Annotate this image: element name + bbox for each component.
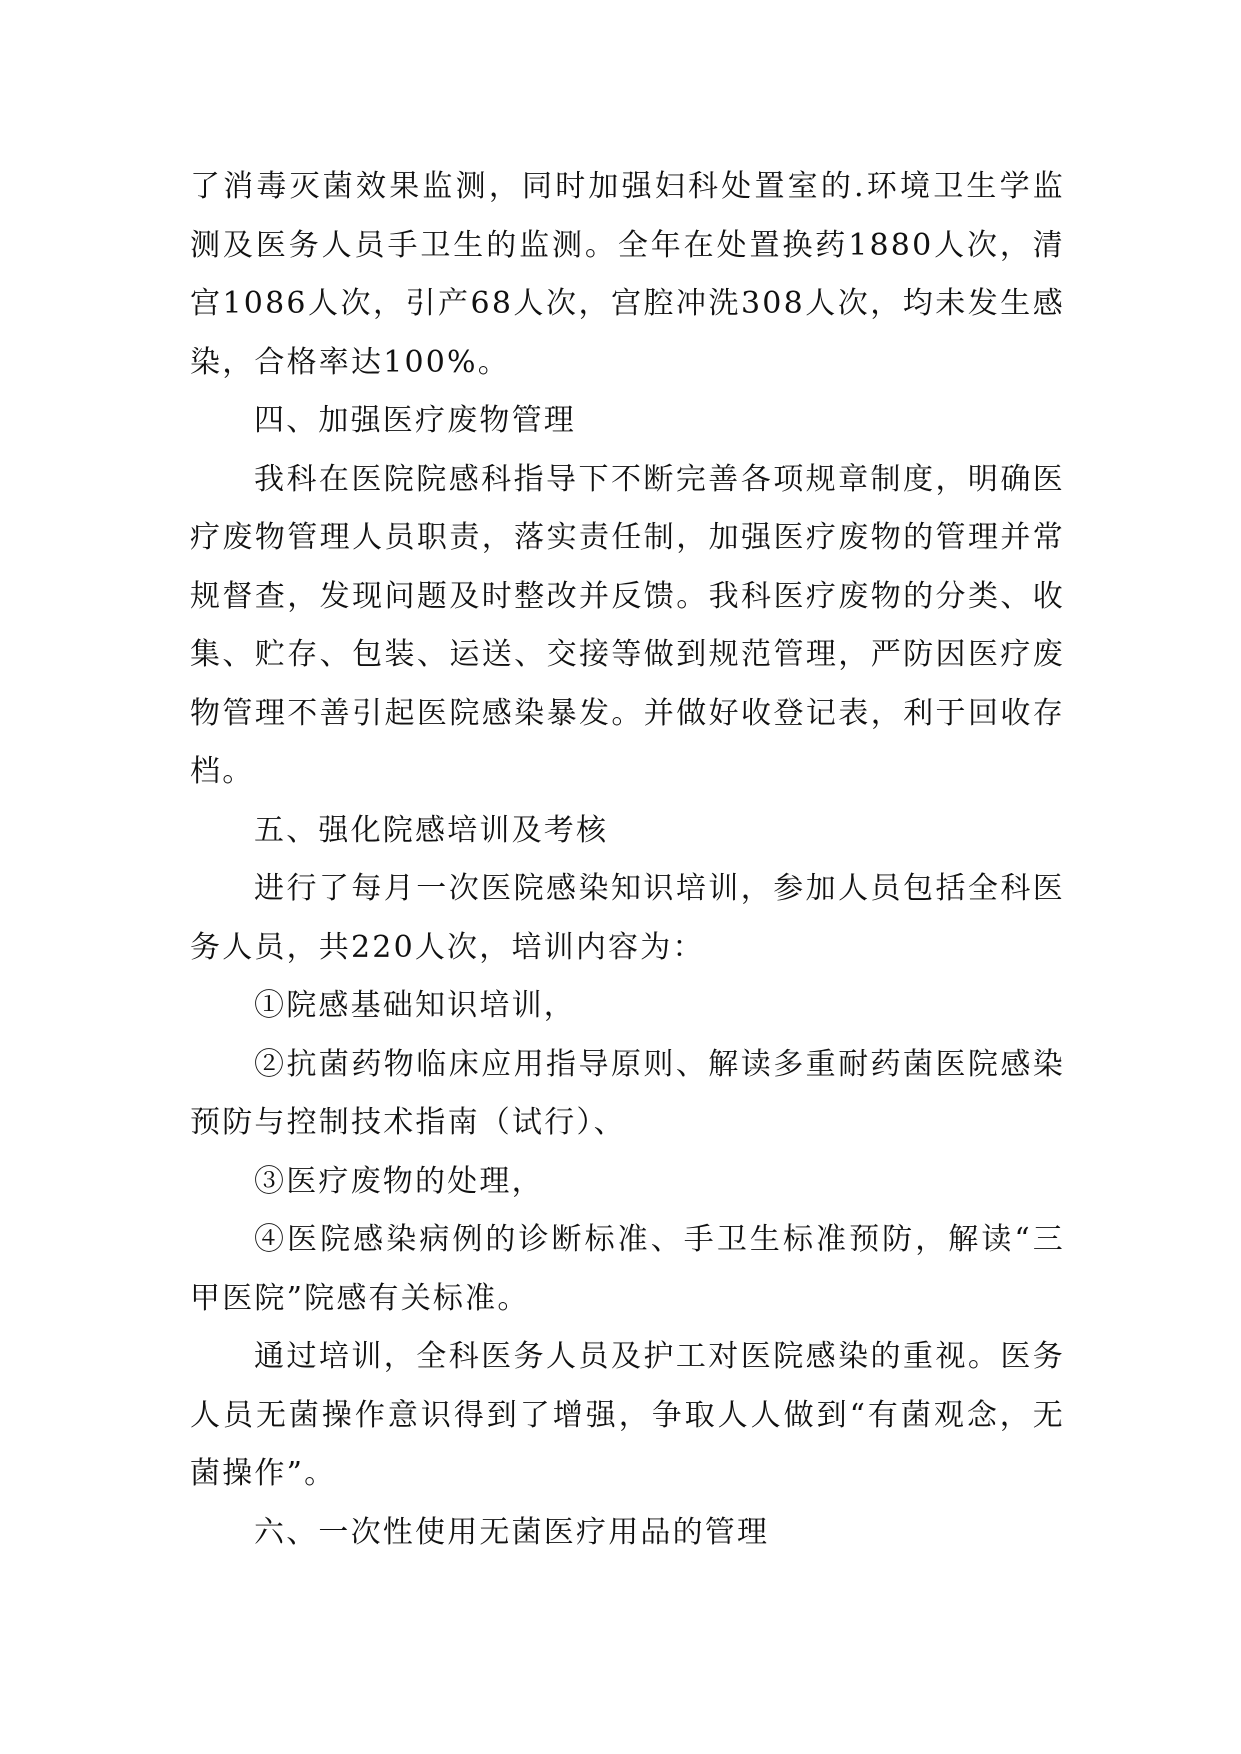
body-paragraph: 通过培训，全科医务人员及护工对医院感染的重视。医务人员无菌操作意识得到了增强，争取人人做到“有菌观念，无菌操作”。 [190, 1339, 1065, 1491]
list-item: ④医院感染病例的诊断标准、手卫生标准预防，解读“三甲医院”院感有关标准。 [190, 1222, 1065, 1316]
body-paragraph: 进行了每月一次医院感染知识培训，参加人员包括全科医务人员，共220人次，培训内容为： [190, 871, 1065, 965]
document-body [190, 158, 1065, 1562]
list-item: ②抗菌药物临床应用指导原则、解读多重耐药菌医院感染预防与控制技术指南（试行）、 [190, 1046, 1065, 1140]
body-paragraph: 我科在医院院感科指导下不断完善各项规章制度，明确医疗废物管理人员职责，落实责任制，加强医疗废物的管理并常规督查，发现问题及时整改并反馈。我科医疗废物的分类、收集、贮存、包装、运送、交接等做到规范管理，严防因医疗废物管理不善引起医院感染暴发。并做好收登记表，利于回收存档。 [190, 461, 1065, 789]
section-heading-5: 五、强化院感培训及考核 [254, 812, 609, 848]
section-heading-6: 六、一次性使用无菌医疗用品的管理 [254, 1514, 770, 1550]
section-heading-4: 四、加强医疗废物管理 [254, 403, 576, 438]
list-item: ③医疗废物的处理， [254, 1163, 544, 1199]
body-paragraph: 了消毒灭菌效果监测，同时加强妇科处置室的.环境卫生学监测及医务人员手卫生的监测。全年在处置换药1880人次，清宫1086人次，引产68人次，宫腔冲洗308人次，均未发生感染，合格率达100%。 [190, 169, 1065, 380]
list-item: ①院感基础知识培训， [254, 988, 576, 1023]
